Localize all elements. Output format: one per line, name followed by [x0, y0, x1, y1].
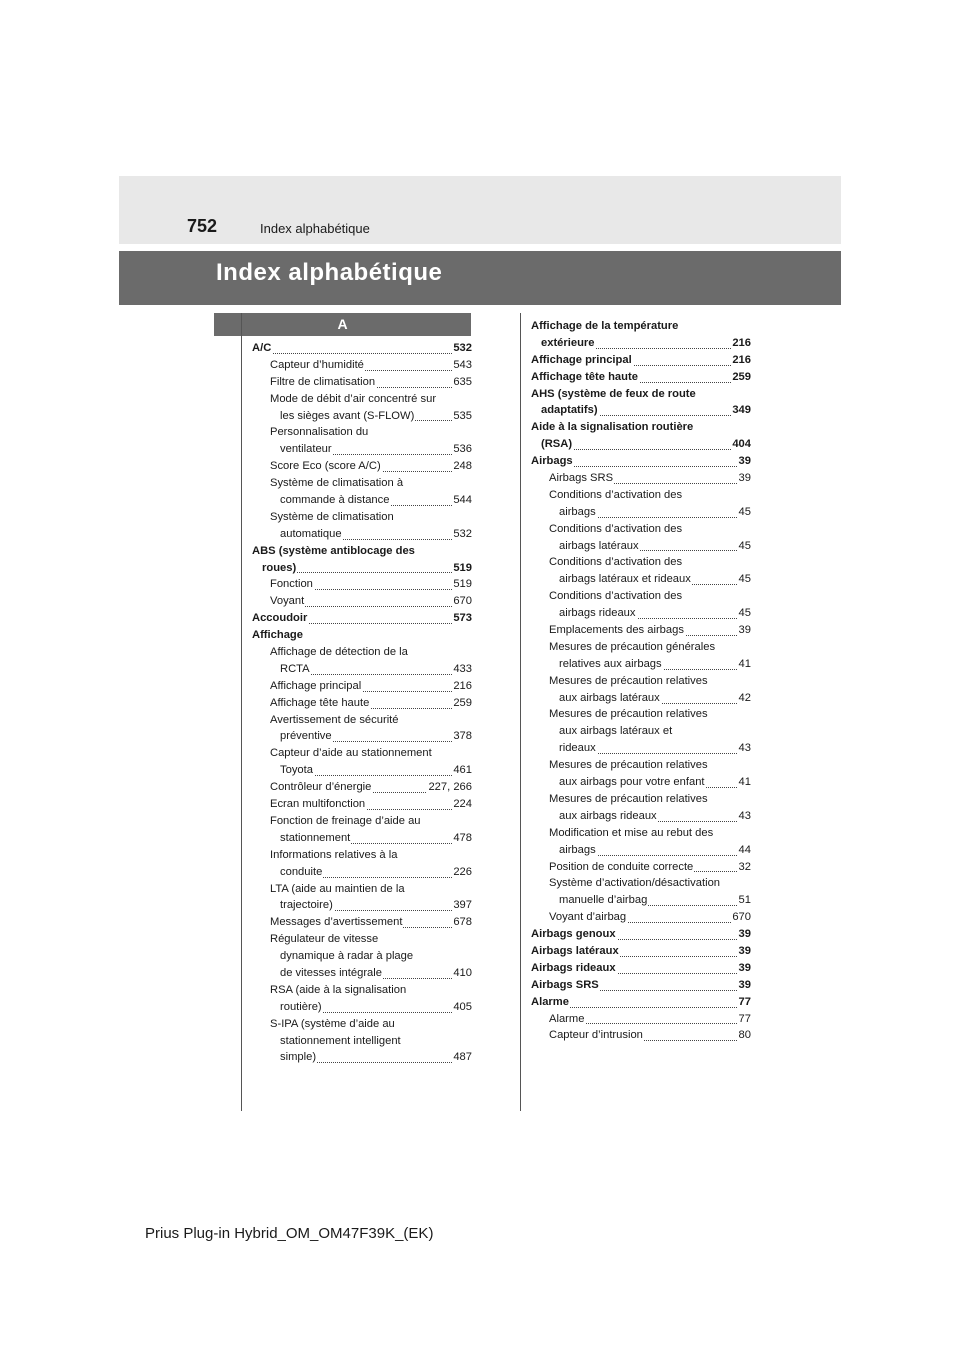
index-entry [252, 712, 472, 729]
index-entry-text: Mesures de précaution relatives [549, 674, 708, 687]
index-entry-text: Mesures de précaution relatives [549, 708, 708, 721]
index-entry-text: Informations relatives à la [270, 848, 398, 861]
index-entry-text: routière) [280, 1000, 322, 1013]
index-entry-text: Système de climatisation [270, 510, 394, 523]
index-entry-text: Conditions d’activation des [549, 522, 683, 535]
section-letter-band: A [214, 313, 471, 336]
index-entry [531, 571, 751, 588]
index-entry [252, 1033, 472, 1050]
index-entry [252, 796, 472, 813]
index-entry [531, 1011, 751, 1028]
index-entry [531, 419, 751, 436]
index-entry-text: Mesures de précaution relatives [549, 792, 708, 805]
index-entry [531, 521, 751, 538]
index-entry-text: Airbags latéraux [531, 944, 619, 957]
index-entry [531, 791, 751, 808]
page-number: 752 [187, 216, 218, 236]
index-entry-page: 259 [452, 695, 472, 712]
index-entry-text: Capteur d’aide au stationnement [270, 747, 432, 760]
document-footer: Prius Plug-in Hybrid_OM_OM47F39K_(EK) [145, 1225, 434, 1242]
index-entry [252, 661, 472, 678]
index-entry-text: Conditions d’activation des [549, 488, 683, 501]
index-entry-text: airbags latéraux [559, 539, 639, 552]
index-entry-page: 543 [452, 357, 472, 374]
index-entry-text: aux airbags rideaux [559, 809, 657, 822]
index-entry-text: extérieure [541, 336, 595, 349]
index-entry [531, 639, 751, 656]
index-entry-text: Aide à la signalisation routière [531, 421, 694, 434]
index-entry [531, 825, 751, 842]
index-entry-page: 349 [731, 402, 751, 419]
index-entry-text: S-IPA (système d’aide au [270, 1017, 395, 1030]
index-entry [252, 745, 472, 762]
index-entry [531, 656, 751, 673]
index-entry-page: 544 [452, 492, 472, 509]
index-entry [252, 982, 472, 999]
index-entry [531, 453, 751, 470]
index-entry-text: roues) [262, 561, 297, 574]
index-entry-page: 532 [452, 526, 472, 543]
index-entry-text: Personnalisation du [270, 426, 369, 439]
index-entry [252, 897, 472, 914]
index-entry-text: Mesures de précaution générales [549, 640, 716, 653]
index-entry-text: dynamique à radar à plage [280, 950, 414, 963]
index-entry-text: préventive [280, 730, 332, 743]
index-entry [531, 369, 751, 386]
index-entry-page: 227, 266 [427, 779, 472, 796]
index-entry-page: 39 [738, 977, 751, 994]
index-entry [252, 813, 472, 830]
index-entry-text: conduite [280, 865, 323, 878]
index-entry [252, 475, 472, 492]
index-entry-text: Alarme [549, 1012, 585, 1025]
index-entry [531, 892, 751, 909]
index-entry [531, 842, 751, 859]
index-entry [531, 335, 751, 352]
index-entry [531, 690, 751, 707]
index-entry [252, 526, 472, 543]
index-entry-page: 670 [731, 909, 751, 926]
index-entry-text: Affichage tête haute [270, 696, 370, 709]
index-entry [531, 588, 751, 605]
index-entry-text: airbags rideaux [559, 607, 636, 620]
index-entry-text: Accoudoir [252, 612, 308, 625]
header-bar [119, 176, 841, 244]
index-entry-text: Système d’activation/désactivation [549, 877, 721, 890]
index-entry-page: 433 [452, 661, 472, 678]
index-entry-text: Régulateur de vitesse [270, 933, 379, 946]
index-entry-page: 248 [452, 458, 472, 475]
index-entry-page: 535 [452, 408, 472, 425]
index-entry-page: 519 [452, 560, 472, 577]
index-entry-page: 39 [738, 960, 751, 977]
index-entry [252, 509, 472, 526]
index-entry-text: Capteur d’intrusion [549, 1029, 643, 1042]
index-entry-text: automatique [280, 527, 342, 540]
index-entry-text: Mesures de précaution relatives [549, 759, 708, 772]
index-entry [531, 318, 751, 335]
index-entry-page: 44 [738, 842, 751, 859]
index-column-right [531, 318, 751, 1044]
index-entry-text: simple) [280, 1051, 317, 1064]
index-entry [252, 408, 472, 425]
index-entry-text: Alarme [531, 995, 569, 1008]
index-entry [531, 740, 751, 757]
index-entry [252, 762, 472, 779]
index-entry [531, 386, 751, 403]
index-entry-text: Contrôleur d’énergie [270, 781, 372, 794]
index-entry [531, 622, 751, 639]
index-entry-text: relatives aux airbags [559, 657, 662, 670]
index-entry-text: ABS (système antiblocage des [252, 544, 415, 557]
index-entry [252, 728, 472, 745]
index-entry-page: 216 [731, 352, 751, 369]
index-entry [252, 576, 472, 593]
middle-column-rule [520, 313, 521, 1111]
index-entry-page: 259 [731, 369, 751, 386]
index-entry-text: Mode de débit d’air concentré sur [270, 392, 437, 405]
index-entry-text: stationnement [280, 831, 351, 844]
index-entry-text: adaptatifs) [541, 404, 598, 417]
index-entry-text: Voyant [270, 595, 305, 608]
index-entry-page: 45 [738, 571, 751, 588]
index-entry-text: A/C [252, 342, 272, 354]
index-entry-text: Système de climatisation à [270, 477, 404, 490]
index-entry-page: 43 [738, 808, 751, 825]
index-entry-page: 573 [452, 610, 472, 627]
index-entry-text: Conditions d’activation des [549, 556, 683, 569]
index-entry [252, 424, 472, 441]
index-entry-text: Avertissement de sécurité [270, 713, 399, 726]
index-entry-text: Voyant d’airbag [549, 911, 627, 924]
index-entry-text: Conditions d’activation des [549, 590, 683, 603]
index-entry [252, 391, 472, 408]
index-entry [531, 909, 751, 926]
index-entry [531, 504, 751, 521]
index-entry [531, 470, 751, 487]
index-entry-text: Ecran multifonction [270, 798, 366, 811]
index-entry [531, 774, 751, 791]
index-entry-page: 216 [731, 335, 751, 352]
page-title: Index alphabétique [216, 259, 443, 286]
index-entry [531, 605, 751, 622]
index-entry [252, 779, 472, 796]
index-entry [252, 610, 472, 627]
index-entry [531, 436, 751, 453]
index-entry [252, 1016, 472, 1033]
index-entry [531, 706, 751, 723]
index-entry-text: Capteur d’humidité [270, 358, 364, 371]
index-entry-page: 43 [738, 740, 751, 757]
index-entry-page: 216 [452, 678, 472, 695]
index-entry [252, 847, 472, 864]
index-entry [252, 881, 472, 898]
index-entry-text: Affichage principal [270, 679, 362, 692]
index-entry-text: ventilateur [280, 443, 332, 456]
index-entry-text: Airbags SRS [531, 978, 599, 991]
index-entry-page: 32 [738, 859, 751, 876]
index-entry [252, 864, 472, 881]
index-entry-text: LTA (aide au maintien de la [270, 882, 405, 895]
index-entry [252, 543, 472, 560]
index-entry-page: 41 [738, 774, 751, 791]
index-entry-page: 519 [452, 576, 472, 593]
leader-dots [252, 353, 472, 354]
index-entry [531, 554, 751, 571]
index-entry-page: 39 [738, 453, 751, 470]
index-entry-text: Fonction de freinage d’aide au [270, 814, 421, 827]
index-entry [531, 977, 751, 994]
index-entry-page: 678 [452, 914, 472, 931]
index-entry-page: 39 [738, 622, 751, 639]
index-entry-text: Fonction [270, 578, 313, 591]
index-entry [252, 931, 472, 948]
index-entry-text: Airbags genoux [531, 928, 616, 941]
index-entry [531, 1027, 751, 1044]
index-entry-page: 77 [738, 1011, 751, 1028]
index-entry-page: 45 [738, 504, 751, 521]
index-entry-text: rideaux [559, 742, 596, 755]
index-entry-page: 461 [452, 762, 472, 779]
index-entry [252, 1049, 472, 1066]
index-entry [252, 948, 472, 965]
index-entry-page: 487 [452, 1049, 472, 1066]
index-entry-text: Filtre de climatisation [270, 375, 376, 388]
index-entry [531, 960, 751, 977]
index-entry [531, 943, 751, 960]
index-entry [531, 926, 751, 943]
index-entry [531, 673, 751, 690]
index-entry-page: 226 [452, 864, 472, 881]
index-entry [252, 340, 472, 357]
index-entry [252, 914, 472, 931]
index-entry-page: 536 [452, 441, 472, 458]
running-title: Index alphabétique [260, 221, 370, 236]
index-entry-text: Affichage [252, 629, 303, 642]
index-entry-page: 378 [452, 728, 472, 745]
index-entry [531, 859, 751, 876]
index-entry-page: 42 [738, 690, 751, 707]
index-entry-text: aux airbags pour votre enfant [559, 776, 705, 789]
index-entry [252, 593, 472, 610]
index-entry-page: 39 [738, 926, 751, 943]
index-entry-text: Modification et mise au rebut des [549, 826, 714, 839]
index-entry-text: de vitesses intégrale [280, 966, 382, 979]
index-entry-page: 410 [452, 965, 472, 982]
index-entry-text: airbags latéraux et rideaux [559, 573, 691, 586]
index-entry-text: AHS (système de feux de route [531, 387, 696, 400]
index-entry-text: Affichage de détection de la [270, 646, 408, 659]
index-column-left [252, 340, 472, 1066]
index-entry [531, 757, 751, 774]
index-entry-text: RCTA [280, 662, 310, 675]
index-entry-text: les sièges avant (S-FLOW) [280, 409, 415, 422]
index-entry [531, 808, 751, 825]
index-entry-text: Messages d’avertissement [270, 916, 403, 929]
index-entry-text: Airbags [531, 455, 573, 468]
index-entry [252, 357, 472, 374]
left-column-rule [241, 313, 242, 1111]
index-entry [252, 492, 472, 509]
index-entry-text: Emplacements des airbags [549, 624, 684, 637]
index-entry [252, 999, 472, 1016]
index-entry-text: Affichage principal [531, 353, 632, 366]
index-entry-page: 41 [738, 656, 751, 673]
index-entry [252, 965, 472, 982]
index-entry-page: 45 [738, 605, 751, 622]
index-entry [531, 352, 751, 369]
index-entry [252, 695, 472, 712]
index-entry-text: airbags [559, 505, 596, 518]
index-entry [252, 441, 472, 458]
index-entry-text: (RSA) [541, 438, 573, 451]
index-entry [531, 402, 751, 419]
index-entry-text: Position de conduite correcte [549, 860, 694, 873]
index-entry-text: stationnement intelligent [280, 1034, 401, 1047]
index-entry-page: 77 [738, 994, 751, 1011]
index-entry [252, 830, 472, 847]
index-entry-page: 39 [738, 943, 751, 960]
index-entry [252, 560, 472, 577]
index-entry-text: airbags [559, 843, 596, 856]
index-entry [531, 723, 751, 740]
index-entry-text: Affichage tête haute [531, 370, 638, 383]
index-entry-text: Toyota [280, 764, 313, 777]
index-entry-page: 39 [738, 470, 751, 487]
index-entry [531, 487, 751, 504]
index-entry [252, 644, 472, 661]
index-entry-page: 404 [731, 436, 751, 453]
index-entry-text: RSA (aide à la signalisation [270, 983, 407, 996]
index-entry [531, 994, 751, 1011]
index-entry-page: 80 [738, 1027, 751, 1044]
index-entry-text: Airbags SRS [549, 472, 614, 485]
index-entry-page: 478 [452, 830, 472, 847]
index-entry-page: 45 [738, 538, 751, 555]
index-entry-text: trajectoire) [280, 899, 333, 912]
index-entry-text: Airbags rideaux [531, 961, 616, 974]
index-entry-page: 397 [452, 897, 472, 914]
index-entry [252, 627, 472, 644]
index-entry-page: 51 [738, 892, 751, 909]
index-entry-page: 635 [452, 374, 472, 391]
index-entry-text: Affichage de la température [531, 320, 679, 332]
index-entry [252, 678, 472, 695]
index-entry-text: aux airbags latéraux [559, 691, 660, 704]
index-entry-text: commande à distance [280, 494, 390, 507]
index-entry-text: aux airbags latéraux et [559, 725, 673, 738]
index-entry-text: Score Eco (score A/C) [270, 460, 381, 473]
index-entry-page: 224 [452, 796, 472, 813]
index-entry-page: 405 [452, 999, 472, 1016]
index-entry [531, 875, 751, 892]
index-entry-page: 670 [452, 593, 472, 610]
index-entry-text: manuelle d’airbag [559, 894, 648, 907]
index-entry [531, 538, 751, 555]
index-entry [252, 458, 472, 475]
index-entry-page: 532 [452, 340, 472, 357]
index-entry [252, 374, 472, 391]
